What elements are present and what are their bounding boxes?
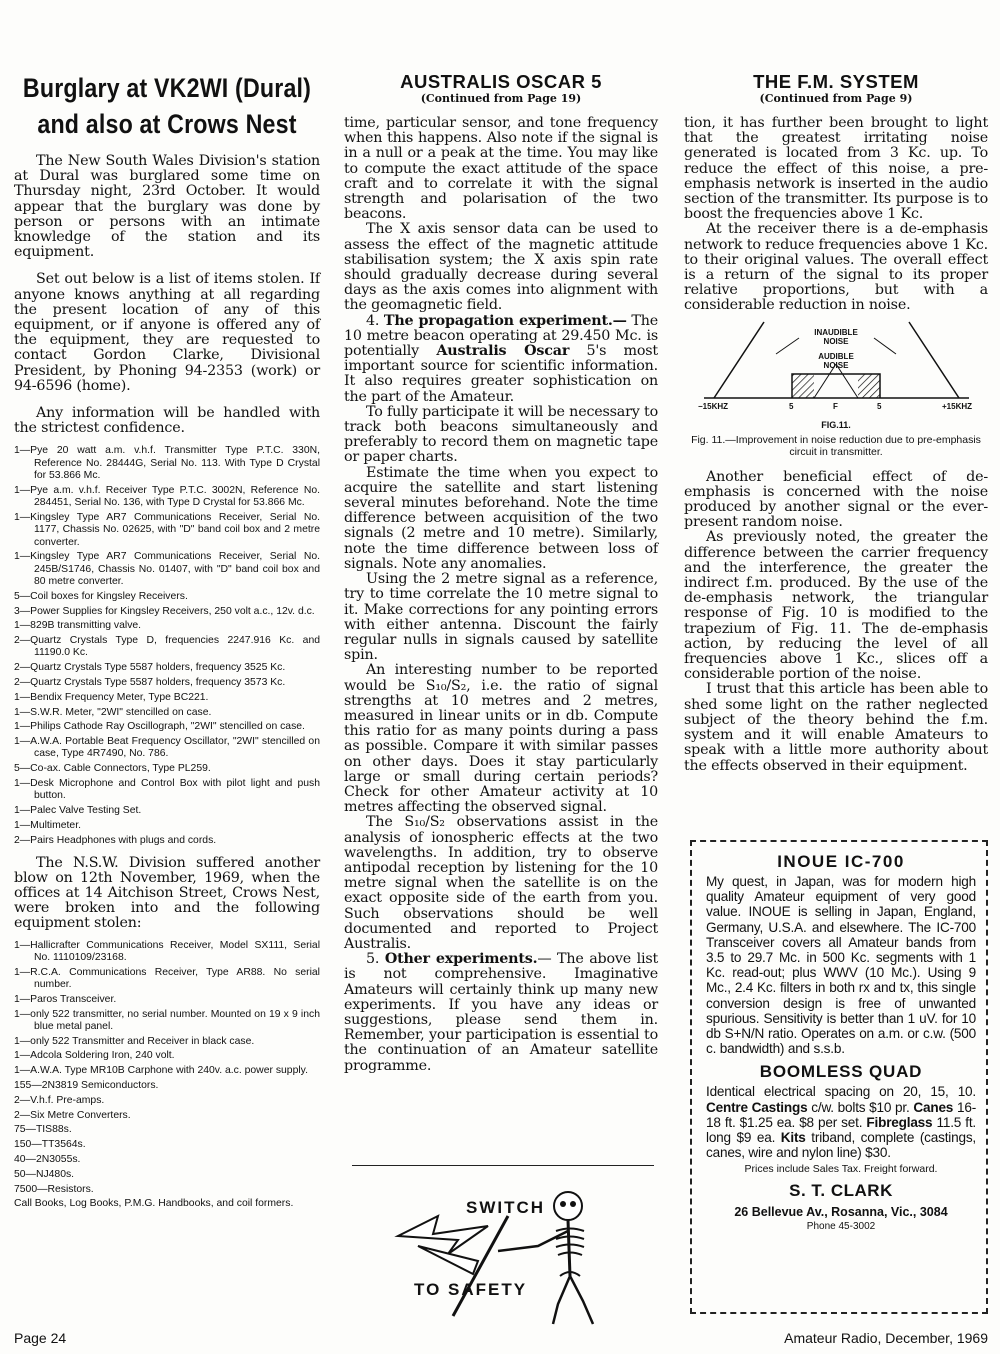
figure-tick: 5 <box>789 401 794 411</box>
list-item: 1—A.W.A. Type MR10B Carphone with 240v. a.c. power supply. <box>14 1065 308 1077</box>
paragraph: 5. Other experiments.— The above list is not comprehensive. Imaginative Amateurs will certainly think up many new experiments. If you have any ideas or suggestions, please send them in. Remember, your participation is essential to the continuation of an Amateur satellite programme. <box>344 951 658 1074</box>
figure-11 <box>684 314 988 434</box>
list-item: 75—TIS88s. <box>14 1124 72 1136</box>
list-item: 1—Pye a.m. v.h.f. Receiver Type P.T.C. 3002N, Reference No. 284451, Serial No. 136, with Type D Crystal for 53.866 Mc. <box>14 484 320 509</box>
article-heading: THE F.M. SYSTEM <box>753 71 919 92</box>
article-title-line2: and also at Crows Nest <box>37 109 297 139</box>
paragraph: 4. The propagation experiment.— The 10 metre beacon operating at 29.450 Mc. is potentially Australis Oscar 5's most important source for scientific information. It also requires greater sophistication on the part of the Amateur. <box>344 312 658 405</box>
list-item: 2—Quartz Crystals Type 5587 holders, frequency 3573 Kc. <box>14 677 286 688</box>
list-item: 1—A.W.A. Portable Beat Frequency Oscillator, "2WI" stencilled on case, Type 4R7490, No. 786. <box>14 736 320 760</box>
list-item: 2—Pairs Headphones with plugs and cords. <box>14 834 217 846</box>
list-item: 50—NJ480s. <box>14 1168 75 1180</box>
ad-heading-quad: BOOMLESS QUAD <box>759 1062 923 1082</box>
list-item: 7500—Resistors. <box>14 1183 94 1195</box>
burglary-article <box>14 70 320 1213</box>
list-item: 1—Kingsley Type AR7 Communications Receiver, Serial No. 1177, Chassis No. 02625, with "D" band coil box and 2 metre converter. <box>14 511 320 548</box>
continued-note: (Continued from Page 19) <box>420 92 582 105</box>
ad-heading-inoue: INOUE IC-700 <box>777 852 905 871</box>
paragraph: I trust that this article has been able to shed some light on the rather neglected subject of the theory behind the f.m. system and it will enable Amateurs to speak with a little more authority about the effects observed in their equipment. <box>684 681 988 774</box>
figure-tick: F <box>833 401 838 411</box>
list-item: 1—only 522 transmitter, no serial number. Mounted on 19 x 9 inch blue metal panel. <box>14 1008 320 1032</box>
list-item: 1—829B transmitting valve. <box>14 620 142 632</box>
ad-text: My quest, in Japan, was for modern high quality Amateur equipment of very good value. INOUE is selling in Japan, England, Germany, U.S.A. and elsewhere. The IC-700 Transceiver covers all Amateur bands from 3.5 to 29.7 Mc. in 500 Kc. segments with 1 Kc. read-out; plus WWV (10 Mc.). Using 9 Mc., 2.4 Kc. filters in both rx and tx, this single conversion design is free of unwanted spurious. Sensitivity is better than 1 uV. for 10 db S+N/N ratio. Operates on a.m. or c.w. (500 c. bandwidth) and s.s.b. <box>706 874 976 1057</box>
continued-note: (Continued from Page 9) <box>759 92 913 105</box>
list-item: 1—Hallicrafter Communications Receiver, Model SX111, Serial No. 1110109/23168. <box>14 939 320 963</box>
figure-tick: −15KHZ <box>698 401 729 411</box>
list-item: 40—2N3055s. <box>14 1154 81 1166</box>
paragraph: The New South Wales Division's station at Dural was burglared some time on Thursday night, 23rd October. It would appear that the burglary was done by person or persons with an intimate knowledge of the station and its equipment. <box>14 153 320 261</box>
cartoon-caption-top: SWITCH <box>466 1198 546 1217</box>
paragraph: Set out below is a list of items stolen. If anyone knows anything at all regarding the present location of any of this equipment, or if anyone is offered any of the equipment, they are requested to contact Gordon Clarke, Divisional President, by Phoning 94-2353 (work) or 94-6596 (home). <box>14 271 320 394</box>
advertiser-address: 26 Bellevue Av., Rosanna, Vic., 3084 <box>734 1205 948 1220</box>
journal-issue: Amateur Radio, December, 1969 <box>784 1330 988 1346</box>
list-item: 5—Coil boxes for Kingsley Receivers. <box>14 590 188 602</box>
cartoon-caption-bottom: TO SAFETY <box>414 1280 528 1299</box>
paragraph: Any information will be handled with the strictest confidence. <box>14 405 320 437</box>
article-heading: AUSTRALIS OSCAR 5 <box>400 71 602 92</box>
paragraph: An interesting number to be reported would be S₁₀/S₂, i.e. the ratio of signal strengths at 10 metres and 2 metres, measured in linear units or in db. Compute this ratio for as many points during a pass as possible. Compare it with similar passes on other days. Does it stay particularly large or small during certain periods? Check for other Amateur activity at 10 metres affecting the observed signal. <box>344 662 658 816</box>
paragraph: At the receiver there is a de-emphasis network to reduce frequencies above 1 Kc. to their original values. The overall effect is a return of the signal to its proper relative proportions, but with a considerable reduction in noise. <box>684 221 988 314</box>
paragraph: Estimate the time when you expect to acquire the satellite and start listening several minutes beforehand. Note the time difference between acquisition of the two signals (2 metre and 10 metre). Similarly, note the time difference between loss of signals. Note any anomalies. <box>344 464 658 572</box>
article-title-line1: Burglary at VK2WI (Dural) <box>22 73 312 103</box>
list-item: 1—Pye 20 watt a.m. v.h.f. Transmitter Type P.T.C. 330N, Reference No. 28444G, Serial No. 113. With Type D Crystal for 53.866 Mc. <box>14 445 320 482</box>
list-item: 1—Adcola Soldering Iron, 240 volt. <box>14 1050 175 1062</box>
stolen-items-list-dural <box>14 445 320 847</box>
advertisement-box <box>690 840 988 1314</box>
figure-label-audible: AUDIBLE NOISE <box>818 351 854 370</box>
list-item: 1—Kingsley Type AR7 Communications Receiver, Serial No. 245B/S1746, Chassis No. 01407, with "D" band coil box and 80 metre converter. <box>14 551 320 587</box>
list-item: 1—R.C.A. Communications Receiver, Type AR88. No serial number. <box>14 966 320 990</box>
list-item: 1—Desk Microphone and Control Box with pilot light and push button. <box>14 778 320 802</box>
figure-number: FIG.11. <box>821 419 851 430</box>
page-number: Page 24 <box>14 1330 67 1346</box>
list-item: 1—Philips Cathode Ray Oscillograph, "2WI" stencilled on case. <box>14 721 305 733</box>
advertiser-phone: Phone 45-3002 <box>806 1221 876 1233</box>
ad-prices-note: Prices include Sales Tax. Freight forward. <box>744 1163 938 1176</box>
switch-to-safety-cartoon <box>378 1176 638 1326</box>
list-item: 155—2N3819 Semiconductors. <box>14 1080 159 1092</box>
paragraph: Using the 2 metre signal as a reference, try to time correlate the 10 metre signal to it. Make corrections for any pointing errors with either antenna. Discount the fairly regular nulls in signals caused by satellite spin. <box>344 571 658 664</box>
paragraph: The N.S.W. Division suffered another blow on 12th November, 1969, when the offices at 14 Aitchison Street, Crows Nest, were broken into and the following equipment stolen: <box>14 854 320 932</box>
list-item: 2—V.h.f. Pre-amps. <box>14 1094 105 1106</box>
list-item: Call Books, Log Books, P.M.G. Handbooks, and coil formers. <box>14 1198 294 1210</box>
list-item: 2—Six Metre Converters. <box>14 1109 131 1121</box>
list-item: 3—Power Supplies for Kingsley Receivers, 250 volt a.c., 12v. d.c. <box>14 605 315 617</box>
figure-tick: 5 <box>877 401 882 411</box>
ad-text-quad: Identical electrical spacing on 20, 15, 10. Centre Castings c/w. bolts $10 pr. Canes 16-18 ft. $1.25 ea. $8 per set. Fibreglass 11.5 ft. long $9 ea. Kits triband, complete (castings, canes, wire and nylon line) $30. <box>706 1084 977 1161</box>
list-item: 1—Palec Valve Testing Set. <box>14 805 142 817</box>
fm-system-article <box>684 70 988 774</box>
paragraph: To fully participate it will be necessary to track both beacons simultaneously and preferably to record them on magnetic tape or paper charts. <box>344 403 658 466</box>
paragraph: tion, it has further been brought to light that the greatest irritating noise generated is located from 3 Kc. up. To reduce the effect of this noise, a pre-emphasis network is inserted in the audio section of the transmitter. Its purpose is to boost the frequencies above 1 Kc. <box>684 115 988 223</box>
list-item: 1—only 522 Transmitter and Receiver in black case. <box>14 1035 255 1047</box>
figure-label-inaudible: INAUDIBLE NOISE <box>814 327 858 346</box>
list-item: 1—S.W.R. Meter, "2WI" stencilled on case. <box>14 706 212 718</box>
list-item: 2—Quartz Crystals Type 5587 holders, frequency 3525 Kc. <box>14 662 286 674</box>
paragraph: As previously noted, the greater the difference between the carrier frequency and the interference, the greater the indirect f.m. produced. By the use of the de-emphasis network, the triangular response of Fig. 10 is modified to the trapezium of Fig. 11. The de-emphasis action, by reducing the level of all frequencies above 1 Kc., slices off a considerable portion of the noise. <box>684 529 988 683</box>
advertiser-name: S. T. CLARK <box>789 1181 893 1201</box>
paragraph: time, particular sensor, and tone frequency when this happens. Also note if the signal is in a null or a peak at the time. You may like to compute the exact attitude of the space craft and to correlate it with the signal strength and polarisation of the two beacons. <box>344 115 658 223</box>
list-item: 150—TT3564s. <box>14 1139 86 1151</box>
figure-tick: +15KHZ <box>942 401 973 411</box>
paragraph: The S₁₀/S₂ observations assist in the analysis of ionospheric effects at the two wavelengths. In addition, try to observe antipodal reception by listening for the 10 metre signal when the satellite is on the exact opposite side of the earth from you. Such observations should be well documented and reported to Project Australis. <box>344 814 658 952</box>
list-item: 1—Multimeter. <box>14 819 81 831</box>
paragraph: Another beneficial effect of de-emphasis is concerned with the noise produced by another signal or the ever-present random noise. <box>684 468 988 531</box>
column-divider <box>352 1165 654 1166</box>
figure-caption: Fig. 11.—Improvement in noise reduction due to pre-emphasis circuit in transmitter. <box>691 433 981 458</box>
list-item: 1—Bendix Frequency Meter, Type BC221. <box>14 691 209 703</box>
list-item: 1—Paros Transceiver. <box>14 993 117 1005</box>
stolen-items-list-crows-nest <box>14 940 320 1211</box>
paragraph: The X axis sensor data can be used to assess the effect of the magnetic attitude stabilisation system; the X axis spin rate should gradually decrease during several days as the axis comes into alignment with the geomagnetic field. <box>344 221 658 314</box>
list-item: 2—Quartz Crystals Type D, frequencies 2247.916 Kc. and 11190.0 Kc. <box>14 635 320 659</box>
australis-oscar-article <box>344 70 658 1074</box>
list-item: 5—Co-ax. Cable Connectors, Type PL259. <box>14 763 211 775</box>
